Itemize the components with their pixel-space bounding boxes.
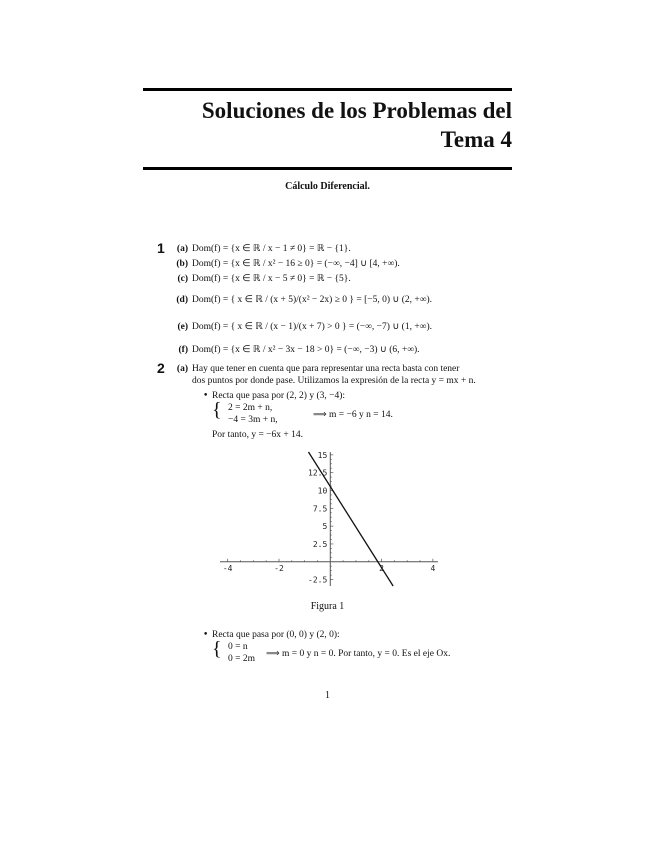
- y-tick-label: 10: [317, 486, 328, 496]
- item-label: (e): [177, 322, 188, 332]
- figure-1-plot: [212, 448, 452, 598]
- bullet-2-eq1: 0 = n: [228, 642, 248, 652]
- y-tick-label: 5: [322, 522, 328, 532]
- y-tick-label: 15: [317, 450, 328, 460]
- item-text: Dom(f) = { x ∈ ℝ / (x + 5)/(x² − 2x) ≥ 0 } = [−5, 0) ∪ (2, +∞).: [192, 295, 433, 305]
- problem-1-item-b: [170, 258, 400, 269]
- item-label: (a): [176, 244, 188, 254]
- problem-1-item-f: [170, 344, 420, 355]
- item-label: (a): [176, 364, 188, 374]
- item-text: Dom(f) = {x ∈ ℝ / x − 1 ≠ 0} = ℝ − {1}.: [192, 244, 351, 254]
- item-text: Dom(f) = {x ∈ ℝ / x² − 3x − 18 > 0} = (−∞, −3) ∪ (6, +∞).: [192, 345, 420, 355]
- bullet-1-conclusion: Por tanto, y = −6x + 14.: [212, 430, 304, 440]
- system-brace: {: [212, 638, 222, 660]
- bullet-2-result: ⟹ m = 0 y n = 0. Por tanto, y = 0. Es el eje Ox.: [266, 649, 451, 659]
- item-label: (f): [178, 345, 188, 355]
- intro-text: Hay que tener en cuenta que para representar una recta basta con tener: [192, 364, 460, 374]
- item-label: (c): [177, 274, 188, 284]
- subtitle: Cálculo Diferencial.: [285, 181, 370, 192]
- item-text: Dom(f) = {x ∈ ℝ / x − 5 ≠ 0} = ℝ − {5}.: [192, 274, 351, 284]
- system-brace: {: [212, 399, 222, 421]
- bullet-icon: •: [203, 630, 209, 640]
- bullet-2-head: Recta que pasa por (0, 0) y (2, 0):: [212, 630, 340, 640]
- problem-2-number: 2: [157, 360, 165, 376]
- x-tick-label: -4: [222, 563, 233, 573]
- problem-1-item-c: [170, 273, 351, 284]
- x-tick-label: 4: [430, 563, 436, 573]
- x-tick-label: -2: [274, 563, 284, 573]
- page-title-line1: Soluciones de los Problemas del: [201, 98, 512, 123]
- problem-1-number: 1: [157, 240, 165, 256]
- bullet-1-eq2: −4 = 3m + n,: [228, 415, 278, 425]
- bullet-2-eq2: 0 = 2m: [228, 654, 255, 664]
- y-tick-label: 2.5: [312, 539, 328, 549]
- problem-1-item-d: [170, 294, 432, 305]
- problem-2-intro-line1: [170, 364, 459, 374]
- bullet-1-eq1: 2 = 2m + n,: [228, 403, 273, 413]
- problem-2-intro-line2: dos puntos por donde pase. Utilizamos la expresión de la recta y = mx + n.: [192, 376, 476, 386]
- top-rule: [143, 88, 512, 91]
- y-tick-label: 12.5: [308, 468, 328, 478]
- y-tick-label: 7.5: [312, 504, 328, 514]
- figure-caption: Figura 1: [310, 601, 345, 612]
- page-number: 1: [325, 690, 330, 701]
- bullet-icon: •: [203, 391, 209, 401]
- problem-1-item-a: [170, 243, 351, 254]
- item-label: (d): [176, 295, 188, 305]
- item-text: Dom(f) = {x ∈ ℝ / x² − 16 ≥ 0} = (−∞, −4] ∪ [4, +∞).: [192, 259, 400, 269]
- item-text: Dom(f) = { x ∈ ℝ / (x − 1)/(x + 7) > 0 } = (−∞, −7) ∪ (1, +∞).: [192, 322, 432, 332]
- bullet-1-head: Recta que pasa por (2, 2) y (3, −4):: [212, 391, 346, 401]
- x-tick-label: 2: [379, 563, 384, 573]
- series-line: [308, 452, 393, 586]
- page-title-line2: Tema 4: [440, 127, 512, 152]
- problem-1-item-e: [170, 321, 432, 332]
- y-tick-label: -2.5: [308, 575, 328, 585]
- item-label: (b): [176, 259, 188, 269]
- bottom-rule: [143, 167, 512, 170]
- bullet-1-result: ⟹ m = −6 y n = 14.: [313, 410, 393, 420]
